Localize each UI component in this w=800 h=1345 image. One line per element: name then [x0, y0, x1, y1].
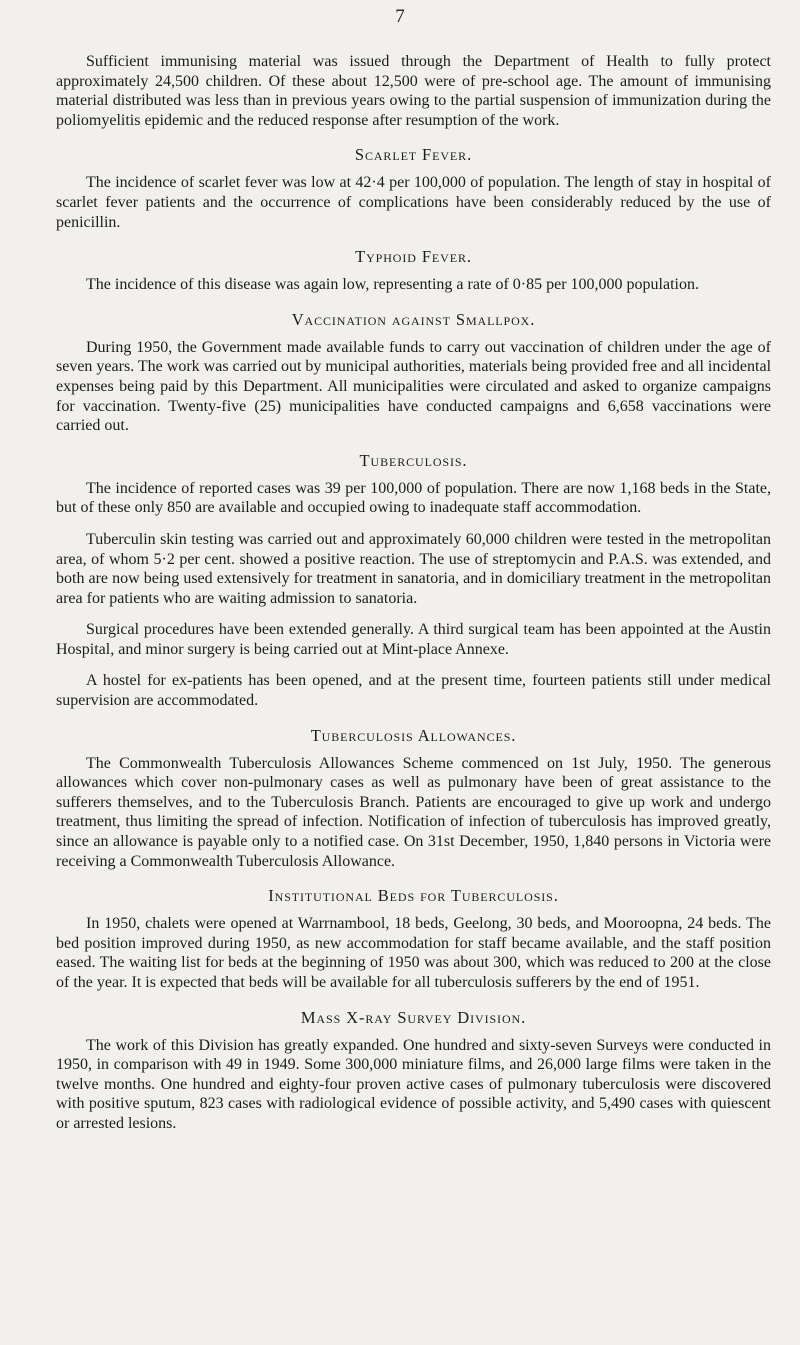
section-heading: Typhoid Fever. — [355, 247, 472, 267]
paragraph: Sufficient immunising material was issued through the Department of Health to fully protect approximately 24,500 children. Of these about 12,500 were of pre-school age. The amount of immunising material distributed was less than in previous years owing to the partial suspension of immunization during the poliomyelitis epidemic and the reduced response after resumption of the work. — [56, 53, 771, 129]
paragraph: The incidence of reported cases was 39 per 100,000 of population. There are now 1,168 beds in the State, but of these only 850 are available and occupied owing to inadequate staff accommodation. — [56, 479, 771, 517]
page-number: 7 — [395, 6, 405, 27]
paragraph: Tuberculin skin testing was carried out and approximately 60,000 children were tested in the metropolitan area, of whom 5·2 per cent. showed a positive reaction. The use of streptomycin and P.A.S. was extended, and both are now being used extensively for treatment in sanatoria, and in domiciliary treatment in the metropolitan area for patients who are waiting admission to sanatoria. — [56, 530, 771, 607]
tb-allowances-section — [56, 726, 771, 872]
paragraph: In 1950, chalets were opened at Warrnambool, 18 beds, Geelong, 30 beds, and Mooroopna, 24 beds. The bed position improved during 1950, as new accommodation for staff became available, and the staff position eased. The waiting list for beds at the beginning of 1950 was about 300, which was reduced to 200 at the close of the year. It is expected that beds will be available for all tuberculosis sufferers by the end of 1951. — [56, 915, 771, 991]
section-heading: Scarlet Fever. — [354, 145, 473, 165]
section-heading: Tuberculosis Allowances. — [310, 725, 517, 745]
institutional-beds-section — [56, 886, 771, 992]
typhoid-fever-section — [56, 247, 771, 295]
paragraph: Surgical procedures have been extended generally. A third surgical team has been appointed at the Austin Hospital, and minor surgery is being carried out at Mint-place Annexe. — [56, 621, 771, 658]
paragraph: The incidence of this disease was again low, representing a rate of 0·85 per 100,000 population. — [86, 276, 699, 294]
paragraph: A hostel for ex-patients has been opened, and at the present time, fourteen patients still under medical supervision are accommodated. — [56, 672, 771, 710]
mass-xray-section — [56, 1008, 771, 1134]
paragraph: The incidence of scarlet fever was low at 42·4 per 100,000 of population. The length of stay in hospital of scarlet fever patients and the occurrence of complications have been considerably reduced by the use of penicillin. — [56, 174, 771, 231]
intro-section — [56, 52, 771, 130]
paragraph: The work of this Division has greatly expanded. One hundred and sixty-seven Surveys were conducted in 1950, in comparison with 49 in 1949. Some 300,000 miniature films, and 26,000 large films were taken in the twelve months. One hundred and eighty-four proven active cases of pulmonary tuberculosis were discovered with positive sputum, 823 cases with radiological evidence of possible activity, and 5,490 cases with quiescent or arrested lesions. — [56, 1036, 771, 1132]
section-heading: Institutional Beds for Tuberculosis. — [268, 886, 559, 906]
section-heading: Mass X-ray Survey Division. — [300, 1007, 527, 1027]
paragraph: During 1950, the Government made available funds to carry out vaccination of children under the age of seven years. The work was carried out by municipal authorities, materials being provided free and all incidental expenses being paid by this Department. All municipalities were circulated and asked to organize campaigns for vaccination. Twenty-five (25) municipalities have conducted campaigns and 6,658 vaccinations were carried out. — [56, 338, 772, 435]
tuberculosis-section — [56, 451, 771, 711]
scarlet-fever-section — [56, 145, 771, 232]
section-heading: Tuberculosis. — [359, 450, 468, 470]
section-heading: Vaccination against Smallpox. — [291, 309, 536, 329]
paragraph: The Commonwealth Tuberculosis Allowances Scheme commenced on 1st July, 1950. The generous allowances which cover non-pulmonary cases as well as pulmonary have been of great assistance to the sufferers themselves, and to the Tuberculosis Branch. Patients are encouraged to give up work and undergo treatment, thus limiting the spread of infection. Notification of infection of tuberculosis has improved greatly, since an allowance is payable only to a notified case. On 31st December, 1950, 1,840 persons in Victoria were receiving a Commonwealth Tuberculosis Allowance. — [56, 754, 771, 870]
vaccination-section — [56, 310, 771, 436]
